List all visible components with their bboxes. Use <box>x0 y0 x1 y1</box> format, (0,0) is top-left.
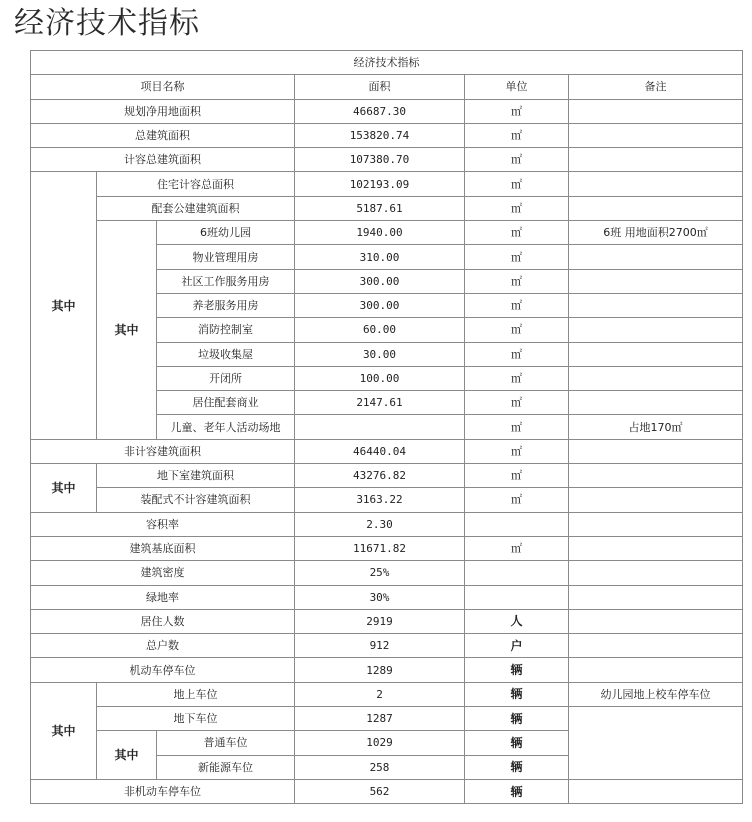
row-name: 总建筑面积 <box>31 123 295 147</box>
table-row <box>31 707 743 731</box>
row-remark <box>569 99 743 123</box>
row-value: 30.00 <box>295 342 465 366</box>
row-value: 11671.82 <box>295 536 465 560</box>
row-name: 垃圾收集屋 <box>157 342 295 366</box>
row-unit: ㎡ <box>465 148 569 172</box>
row-remark <box>569 342 743 366</box>
header-name: 项目名称 <box>31 75 295 99</box>
row-unit: 户 <box>465 634 569 658</box>
row-name: 地下车位 <box>97 707 295 731</box>
row-name: 居住配套商业 <box>157 391 295 415</box>
row-value: 60.00 <box>295 318 465 342</box>
row-value: 25% <box>295 561 465 585</box>
row-remark <box>569 779 743 803</box>
row-value: 1029 <box>295 731 465 755</box>
row-value: 300.00 <box>295 269 465 293</box>
table-row <box>31 779 743 803</box>
table-row <box>31 439 743 463</box>
row-name: 居住人数 <box>31 609 295 633</box>
row-value: 102193.09 <box>295 172 465 196</box>
row-unit: ㎡ <box>465 488 569 512</box>
row-unit: ㎡ <box>465 318 569 342</box>
row-name: 规划净用地面积 <box>31 99 295 123</box>
row-name: 社区工作服务用房 <box>157 269 295 293</box>
row-name: 建筑基底面积 <box>31 536 295 560</box>
row-name: 装配式不计容建筑面积 <box>97 488 295 512</box>
row-name: 配套公建建筑面积 <box>97 196 295 220</box>
row-value: 30% <box>295 585 465 609</box>
table-row <box>31 221 743 245</box>
row-remark <box>569 561 743 585</box>
table-row <box>31 609 743 633</box>
row-unit: ㎡ <box>465 196 569 220</box>
table-title-row <box>31 51 743 75</box>
row-remark <box>569 464 743 488</box>
row-name: 物业管理用房 <box>157 245 295 269</box>
table-header-row <box>31 75 743 99</box>
row-remark: 幼儿园地上校车停车位 <box>569 682 743 706</box>
row-name: 住宅计容总面积 <box>97 172 295 196</box>
row-value: 2 <box>295 682 465 706</box>
row-remark <box>569 269 743 293</box>
row-unit: 辆 <box>465 682 569 706</box>
row-value: 258 <box>295 755 465 779</box>
row-name: 地下室建筑面积 <box>97 464 295 488</box>
subgroup-label: 其中 <box>97 221 157 440</box>
row-name: 建筑密度 <box>31 561 295 585</box>
page-title: 经济技术指标 <box>14 6 200 41</box>
row-remark <box>569 658 743 682</box>
row-remark: 6班 用地面积2700㎡ <box>569 221 743 245</box>
row-remark <box>569 488 743 512</box>
row-unit: ㎡ <box>465 293 569 317</box>
subgroup-label: 其中 <box>97 731 157 780</box>
table-row <box>31 634 743 658</box>
row-unit: ㎡ <box>465 439 569 463</box>
row-value: 310.00 <box>295 245 465 269</box>
row-remark <box>569 391 743 415</box>
row-value: 43276.82 <box>295 464 465 488</box>
row-unit: ㎡ <box>465 464 569 488</box>
row-value: 1287 <box>295 707 465 731</box>
row-name: 非机动车停车位 <box>31 779 295 803</box>
row-value: 5187.61 <box>295 196 465 220</box>
table-row <box>31 172 743 196</box>
row-unit: ㎡ <box>465 172 569 196</box>
group-label: 其中 <box>31 172 97 439</box>
row-name: 总户数 <box>31 634 295 658</box>
row-unit: ㎡ <box>465 245 569 269</box>
row-name: 开闭所 <box>157 366 295 390</box>
row-value <box>295 415 465 439</box>
row-unit: ㎡ <box>465 342 569 366</box>
row-unit: 辆 <box>465 755 569 779</box>
row-unit: ㎡ <box>465 99 569 123</box>
table-row <box>31 123 743 147</box>
row-unit: ㎡ <box>465 536 569 560</box>
row-remark <box>569 366 743 390</box>
row-remark <box>569 123 743 147</box>
economic-indicators-table <box>30 50 743 804</box>
row-name: 普通车位 <box>157 731 295 755</box>
row-remark <box>569 172 743 196</box>
row-name: 机动车停车位 <box>31 658 295 682</box>
row-unit <box>465 512 569 536</box>
row-name: 绿地率 <box>31 585 295 609</box>
row-remark <box>569 585 743 609</box>
row-name: 消防控制室 <box>157 318 295 342</box>
row-unit: 辆 <box>465 707 569 731</box>
row-name: 计容总建筑面积 <box>31 148 295 172</box>
table-row <box>31 536 743 560</box>
row-remark <box>569 707 743 780</box>
row-name: 养老服务用房 <box>157 293 295 317</box>
row-unit: ㎡ <box>465 123 569 147</box>
row-unit <box>465 561 569 585</box>
row-remark <box>569 634 743 658</box>
row-value: 153820.74 <box>295 123 465 147</box>
row-value: 2.30 <box>295 512 465 536</box>
group-label: 其中 <box>31 464 97 513</box>
table-row <box>31 99 743 123</box>
table-row <box>31 658 743 682</box>
row-value: 2147.61 <box>295 391 465 415</box>
table-row <box>31 561 743 585</box>
row-remark <box>569 609 743 633</box>
table-title: 经济技术指标 <box>31 51 743 75</box>
table-row <box>31 512 743 536</box>
table-row <box>31 464 743 488</box>
row-remark <box>569 536 743 560</box>
row-value: 1289 <box>295 658 465 682</box>
row-value: 1940.00 <box>295 221 465 245</box>
row-value: 46440.04 <box>295 439 465 463</box>
row-remark <box>569 148 743 172</box>
row-name: 儿童、老年人活动场地 <box>157 415 295 439</box>
header-remark: 备注 <box>569 75 743 99</box>
row-remark <box>569 245 743 269</box>
row-unit: ㎡ <box>465 269 569 293</box>
row-remark <box>569 293 743 317</box>
row-remark: 占地170㎡ <box>569 415 743 439</box>
row-unit: 辆 <box>465 658 569 682</box>
table-row <box>31 682 743 706</box>
row-value: 3163.22 <box>295 488 465 512</box>
row-unit <box>465 585 569 609</box>
row-value: 46687.30 <box>295 99 465 123</box>
row-value: 300.00 <box>295 293 465 317</box>
table-row <box>31 585 743 609</box>
row-unit: ㎡ <box>465 415 569 439</box>
row-name: 容积率 <box>31 512 295 536</box>
row-value: 562 <box>295 779 465 803</box>
row-value: 100.00 <box>295 366 465 390</box>
row-unit: ㎡ <box>465 366 569 390</box>
row-remark <box>569 512 743 536</box>
header-unit: 单位 <box>465 75 569 99</box>
row-name: 非计容建筑面积 <box>31 439 295 463</box>
table-row <box>31 488 743 512</box>
row-remark <box>569 318 743 342</box>
row-unit: 人 <box>465 609 569 633</box>
row-unit: ㎡ <box>465 221 569 245</box>
row-remark <box>569 196 743 220</box>
row-unit: 辆 <box>465 779 569 803</box>
row-remark <box>569 439 743 463</box>
group-label: 其中 <box>31 682 97 779</box>
row-value: 107380.70 <box>295 148 465 172</box>
header-area: 面积 <box>295 75 465 99</box>
table-row <box>31 196 743 220</box>
row-name: 新能源车位 <box>157 755 295 779</box>
row-unit: ㎡ <box>465 391 569 415</box>
row-value: 2919 <box>295 609 465 633</box>
row-name: 地上车位 <box>97 682 295 706</box>
table-row <box>31 148 743 172</box>
row-value: 912 <box>295 634 465 658</box>
row-name: 6班幼儿园 <box>157 221 295 245</box>
row-unit: 辆 <box>465 731 569 755</box>
